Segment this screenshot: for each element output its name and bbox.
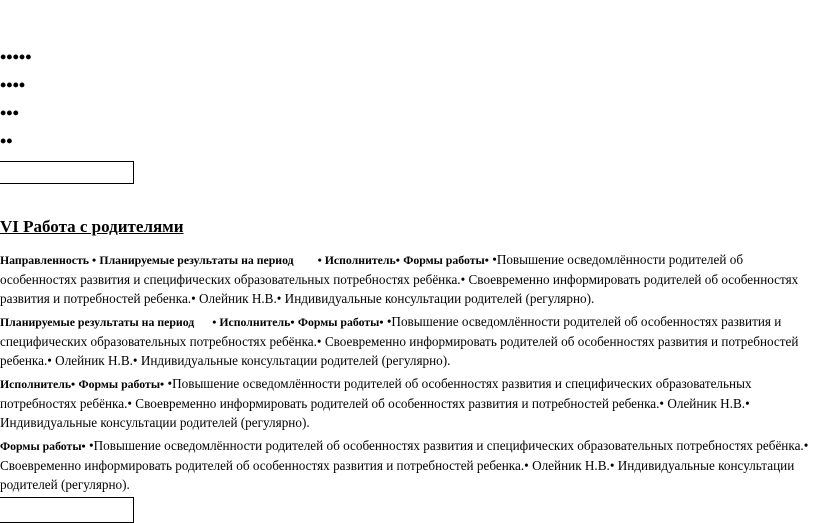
heading-forms: Формы работы• bbox=[403, 253, 489, 267]
paragraph-4 bbox=[0, 436, 816, 494]
heading-executor: • Исполнитель• bbox=[212, 315, 295, 329]
heading-results: Планируемые результаты на период bbox=[0, 315, 195, 329]
heading-results: Планируемые результаты на период bbox=[99, 253, 294, 267]
bullet-row-4: •• bbox=[0, 131, 13, 151]
paragraph-text: •Повышение осведомлённости родителей об особенностях развития и специфических образовательных потребностях ребёнка.• Своевременно информировать родителей об особенностях развития и потребностей ребенка.• Олейник Н.В.• Индивидуальные консультации родителей (регулярно). bbox=[0, 252, 799, 306]
paragraph-text: •Повышение осведомлённости родителей об особенностях развития и специфических образовательных потребностях ребёнка.• Своевременно информировать родителей об особенностях развития и потребностей ребенка.• Олейник Н.В.• Индивидуальные консультации родителей (регулярно). bbox=[0, 376, 752, 430]
bullet-row-1: ••••• bbox=[0, 47, 32, 67]
paragraph-2 bbox=[0, 312, 816, 370]
heading-executor: Исполнитель• bbox=[0, 377, 76, 391]
paragraph-text: •Повышение осведомлённости родителей об особенностях развития и специфических образовательных потребностях ребёнка.• Своевременно информировать родителей об особенностях развития и потребностей ребенка.• Олейник Н.В.• Индивидуальные консультации родителей (регулярно). bbox=[0, 438, 809, 492]
heading-direction: Направленность • bbox=[0, 253, 97, 267]
empty-cell-box bbox=[0, 161, 134, 184]
bullet-row-2: •••• bbox=[0, 75, 26, 95]
paragraph-text: •Повышение осведомлённости родителей об особенностях развития и специфических образовательных потребностях ребёнка.• Своевременно информировать родителей об особенностях развития и потребностей ребенка.• Олейник Н.В.• Индивидуальные консультации родителей (регулярно). bbox=[0, 314, 799, 368]
empty-cell-box bbox=[0, 497, 134, 523]
paragraph-3 bbox=[0, 374, 816, 432]
heading-forms: Формы работы• bbox=[0, 439, 86, 453]
section-title: VI Работа с родителями bbox=[0, 217, 184, 236]
paragraph-1 bbox=[0, 250, 816, 308]
heading-forms: Формы работы• bbox=[297, 315, 384, 329]
bullet-row-3: ••• bbox=[0, 103, 19, 123]
heading-executor: • Исполнитель• bbox=[317, 253, 400, 267]
heading-forms: Формы работы• bbox=[78, 377, 165, 391]
